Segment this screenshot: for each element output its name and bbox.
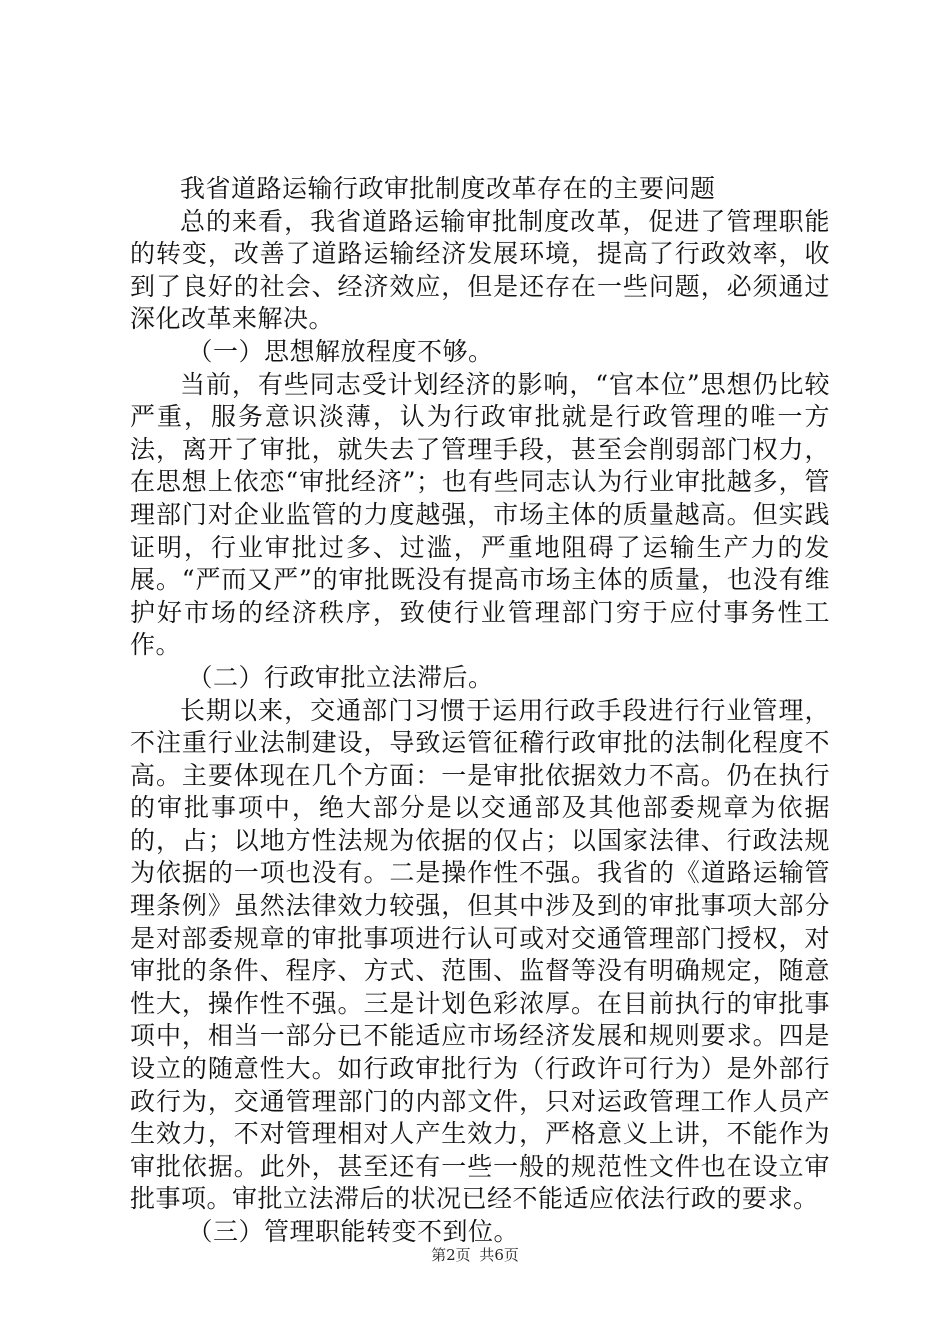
section-heading-3: （三）管理职能转变不到位。 <box>187 1217 520 1246</box>
page-footer <box>0 1244 950 1265</box>
document-body <box>130 173 830 1249</box>
paragraph-section-2: 长期以来，交通部门习惯于运用行政手段进行行业管理，不注重行业法制建设，导致运管征稽行政审批的法制化程度不高。主要体现在几个方面：一是审批依据效力不高。仍在执行的审批事项中，绝大部分是以交通部及其他部委规章为依据的，占；以地方性法规为依据的仅占；以国家法律、行政法规为依据的一项也没有。二是操作性不强。我省的《道路运输管理条例》虽然法律效力较强，但其中涉及到的审批事项大部分是对部委规章的审批事项进行认可或对交通管理部门授权，对审批的条件、程序、方式、范围、监督等没有明确规定，随意性大，操作性不强。三是计划色彩浓厚。在目前执行的审批事项中，相当一部分已不能适应市场经济发展和规则要求。四是设立的随意性大。如行政审批行为（行政许可行为）是外部行政行为，交通管理部门的内部文件，只对运政管理工作人员产生效力，不对管理相对人产生效力，严格意义上讲，不能作为审批依据。此外，甚至还有一些一般的规范性文件也在设立审批事项。审批立法滞后的状况已经不能适应依法行政的要求。 <box>130 695 830 1214</box>
section-heading-1: （一）思想解放程度不够。 <box>187 336 494 366</box>
section-heading-2: （二）行政审批立法滞后。 <box>187 662 494 692</box>
paragraph-summary: 总的来看，我省道路运输审批制度改革，促进了管理职能的转变，改善了道路运输经济发展环境，提高了行政效率，收到了良好的社会、经济效应，但是还存在一些问题，必须通过深化改革来解决。 <box>130 206 830 334</box>
document-title: 我省道路运输行政审批制度改革存在的主要问题 <box>180 174 716 203</box>
page-number: 第2页 <box>431 1246 471 1264</box>
page-total: 共6页 <box>479 1246 519 1264</box>
paragraph-section-1: 当前，有些同志受计划经济的影响，“官本位”思想仍比较严重，服务意识淡薄，认为行政审批就是行政管理的唯一方法，离开了审批，就失去了管理手段，甚至会削弱部门权力，在思想上依恋“审批经济”；也有些同志认为行业审批越多，管理部门对企业监管的力度越强，市场主体的质量越高。但实践证明，行业审批过多、过滥，严重地阻碍了运输生产力的发展。“严而又严”的审批既没有提高市场主体的质量，也没有维护好市场的经济秩序，致使行业管理部门穷于应付事务性工作。 <box>130 369 830 660</box>
